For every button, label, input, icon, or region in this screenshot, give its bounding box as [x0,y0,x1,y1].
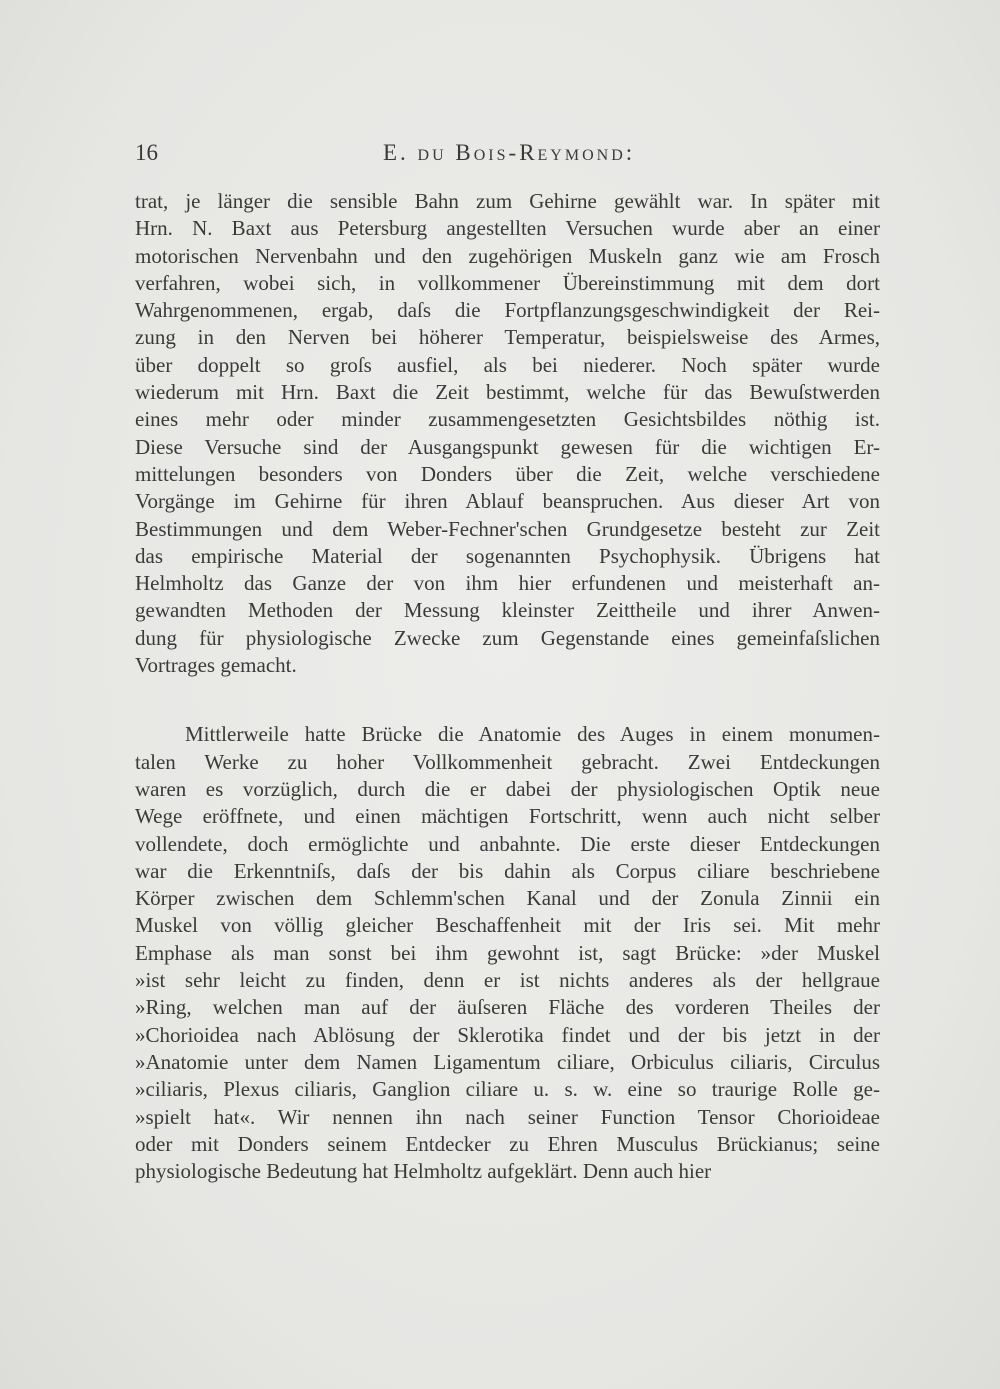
text-line: Diese Versuche sind der Ausgangspunkt gewesen für die wichtigen Er- [135,434,880,459]
text-line: wiederum mit Hrn. Baxt die Zeit bestimmt, welche für das Bewuſstwerden [135,380,880,405]
text-line: »ist sehr leicht zu finden, denn er ist nichts anderes als der hellgraue [135,968,880,993]
paragraph-2 [135,721,880,1185]
text-line: physiologische Bedeutung hat Helmholtz aufgeklärt. Denn auch hier [135,1159,712,1184]
text-line: »ciliaris, Plexus ciliaris, Ganglion ciliare u. s. w. eine so traurige Rolle ge- [135,1077,880,1102]
text-line: talen Werke zu hoher Vollkommenheit gebracht. Zwei Entdeckungen [135,749,880,774]
text-line: Emphase als man sonst bei ihm gewohnt ist, sagt Brücke: »der Muskel [135,940,880,965]
text-line: »Anatomie unter dem Namen Ligamentum ciliare, Orbiculus ciliaris, Circulus [135,1049,880,1074]
text-line: zung in den Nerven bei höherer Temperatur, beispielsweise des Armes, [135,325,880,350]
paragraph-gap [135,679,880,721]
text-line: das empirische Material der sogenannten Psychophysik. Übrigens hat [135,543,880,568]
text-line: mittelungen besonders von Donders über die Zeit, welche verschiedene [135,461,880,486]
text-line: gewandten Methoden der Messung kleinster Zeittheile und ihrer Anwen- [135,598,880,623]
text-line: Hrn. N. Baxt aus Petersburg angestellten Versuchen wurde aber an einer [135,216,880,241]
text-line: trat, je länger die sensible Bahn zum Gehirne gewählt war. In später mit [135,189,880,213]
text-line: »spielt hat«. Wir nennen ihn nach seiner Function Tensor Chorioideae [135,1104,880,1129]
text-line: Wege eröffnete, und einen mächtigen Fortschritt, wenn auch nicht selber [135,804,880,829]
body-text [135,188,880,1185]
paragraph-1 [135,188,880,679]
text-line: dung für physiologische Zwecke zum Gegenstande eines gemeinfaſslichen [135,625,880,650]
text-line: Muskel von völlig gleicher Beschaffenheit mit der Iris sei. Mit mehr [135,913,880,938]
text-line: oder mit Donders seinem Entdecker zu Ehren Musculus Brückianus; seine [135,1131,880,1156]
text-line: vollendete, doch ermöglichte und anbahnte. Die erste dieser Entdeckungen [135,831,880,856]
text-line: Helmholtz das Ganze der von ihm hier erfundenen und meisterhaft an- [135,571,880,596]
page-number: 16 [135,140,158,165]
text-line: verfahren, wobei sich, in vollkommener Übereinstimmung mit dem dort [135,270,880,295]
text-line: motorischen Nervenbahn und den zugehörigen Muskeln ganz wie am Frosch [135,243,880,268]
text-line: war die Erkenntniſs, daſs der bis dahin als Corpus ciliare beschriebene [135,858,880,883]
text-line: waren es vorzüglich, durch die er dabei der physiologischen Optik neue [135,776,880,801]
text-line: eines mehr oder minder zusammengesetzten Gesichtsbildes nöthig ist. [135,407,880,432]
running-header [135,140,880,176]
running-title: E. du Bois-Reymond: [383,140,636,165]
text-line: Bestimmungen und dem Weber-Fechner'schen Grundgesetze besteht zur Zeit [135,516,880,541]
text-line: Wahrgenommenen, ergab, daſs die Fortpflanzungsgeschwindigkeit der Rei- [135,298,880,323]
text-line: »Ring, welchen man auf der äuſseren Fläche des vorderen Theiles der [135,995,880,1020]
text-line: Vorgänge im Gehirne für ihren Ablauf beanspruchen. Aus dieser Art von [135,489,880,514]
text-line: über doppelt so groſs ausfiel, als bei niederer. Noch später wurde [135,352,880,377]
text-line: Vortrages gemacht. [135,653,297,678]
text-line: »Chorioidea nach Ablösung der Sklerotika findet und der bis jetzt in der [135,1022,880,1047]
text-line: Körper zwischen dem Schlemm'schen Kanal und der Zonula Zinnii ein [135,886,880,911]
text-line: Mittlerweile hatte Brücke die Anatomie des Auges in einem monumen- [185,722,880,747]
